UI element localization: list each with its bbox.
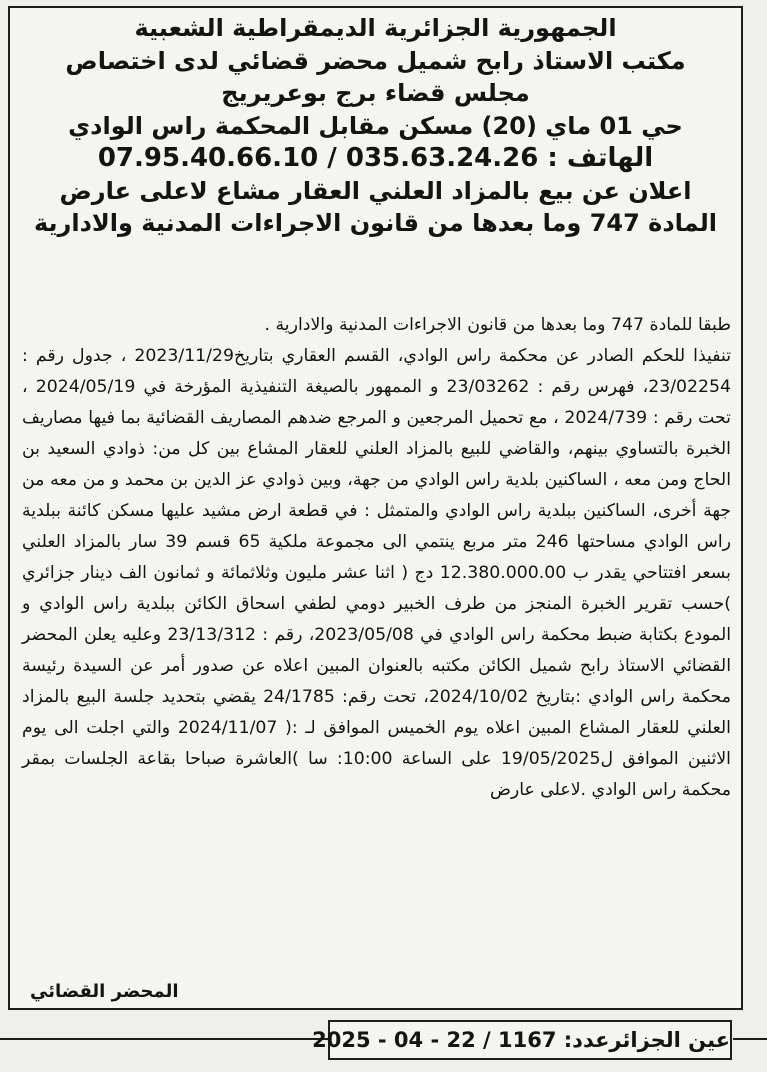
footer-divider-right bbox=[733, 1038, 767, 1040]
notice-body bbox=[22, 310, 731, 806]
footer-divider-left bbox=[0, 1038, 328, 1040]
notice-title: اعلان عن بيع بالمزاد العلني العقار مشاع لاعلى عارض bbox=[59, 176, 692, 205]
country-title: الجمهورية الجزائرية الديمقراطية الشعبية bbox=[134, 14, 617, 42]
body-paragraph-intro: طبقا للمادة 747 وما بعدها من قانون الاجراءات المدنية والادارية . bbox=[264, 315, 731, 335]
legal-notice bbox=[8, 6, 743, 1010]
legal-article: المادة 747 وما بعدها من قانون الاجراءات المدنية والادارية bbox=[33, 209, 718, 237]
bailiff-office: مكتب الاستاذ رابح شميل محضر قضائي لدى اختصاص bbox=[65, 46, 686, 75]
office-address: حي 01 ماي (20) مسكن مقابل المحكمة راس الوادي bbox=[68, 111, 683, 140]
court-council: مجلس قضاء برج بوعريريج bbox=[221, 79, 530, 107]
publication-reference: عين الجزائرعدد: 1167 / 22 - 04 - 2025 bbox=[328, 1020, 732, 1060]
signature-label: المحضر القضائي bbox=[30, 981, 179, 1002]
notice-header bbox=[10, 8, 741, 240]
phone-numbers: الهاتف : 035.63.24.26 / 07.95.40.66.10 bbox=[97, 143, 654, 173]
body-paragraph-main: تنفيذا للحكم الصادر عن محكمة راس الوادي، القسم العقاري بتاريخ2023/11/29 ، جدول رقم : 23/02254، فهرس رقم : 23/03262 و الممهور بالصيغة التنفيذية المؤرخة في 2024/05/19 ، تحت رقم : 2024/739 ، مع تحميل المرجعين و المرجع ضدهم المصاريف القضائية بما فيها مصاريف الخبرة بالتساوي بينهم، والقاضي للبيع بالمزاد العلني للعقار المشاع بين كل من: ذوادي السعيد بن الحاج ومن معه ، الساكنين بلدية راس الوادي من جهة، وبين ذوادي عز الدين بن محمد و من معه من جهة أخرى، الساكنين ببلدية راس الوادي والمتمثل : في قطعة ارض مشيد عليها مسكن كائنة ببلدية راس الوادي مساحتها 246 متر مربع ينتمي الى مجموعة ملكية 65 قسم 39 سار بالمزاد العلني بسعر افتتاحي يقدر ب 12.380.000.00 دج ( اثنا عشر مليون وثلاثمائة و ثمانون الف دينار جزائري )حسب تقرير الخبرة المنجز من طرف الخبير دومي لطفي اسحاق الكائن ببلدية راس الوادي و المودع بكتابة ضبط محكمة راس الوادي في 2023/05/08، رقم : 23/13/312 وعليه يعلن المحضر القضائي الاستاذ رابح شميل الكائن مكتبه بالعنوان المبين اعلاه عن صدور أمر عن السيدة رئيسة محكمة راس الوادي :بتاريخ 2024/10/02، تحت رقم: 24/1785 يقضي بتحديد جلسة البيع بالمزاد العلني للعقار المشاع المبين اعلاه يوم الخميس الموافق لـ :( 2024/11/07 والتي اجلت الى يوم الاثنين الموافق ل19/05/2025 على الساعة 10:00: سا )العاشرة صباحا بقاعة الجلسات بمقر محكمة راس الوادي .لاعلى عارض bbox=[22, 346, 732, 800]
